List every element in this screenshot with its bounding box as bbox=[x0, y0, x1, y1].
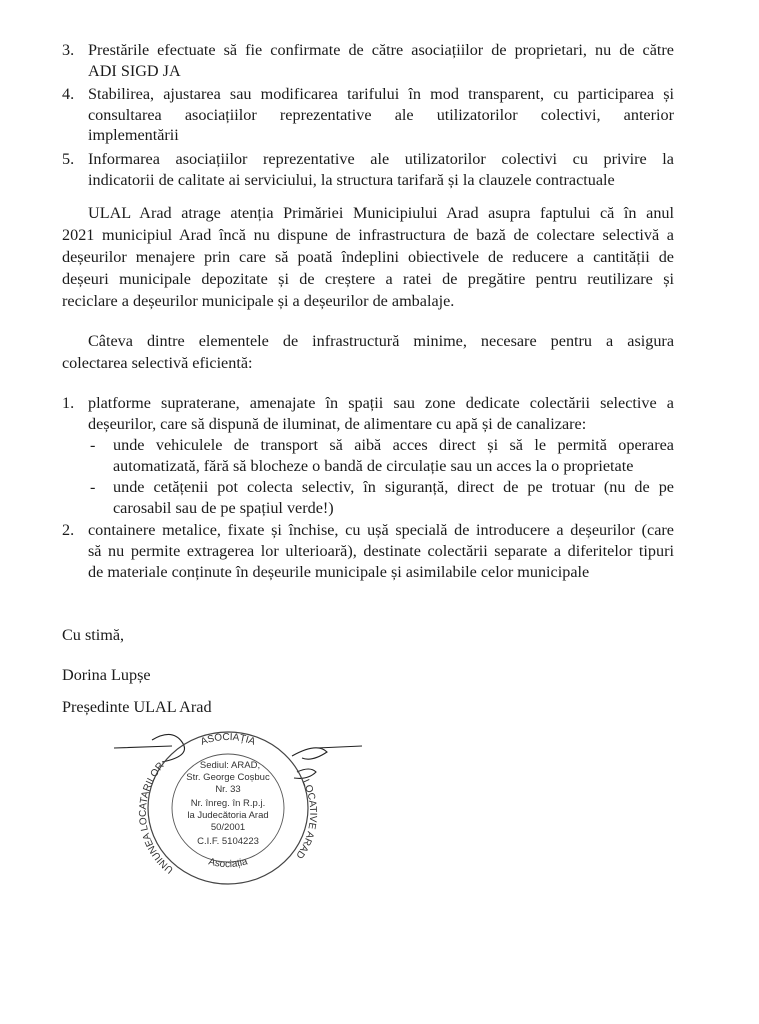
list-item-3-line1: Prestările efectuate să fie confirmate de către asociațiilor de proprietari, nu de către bbox=[88, 41, 674, 59]
stamp-line: la Judecătoria Arad bbox=[187, 810, 269, 821]
list-number: 5. bbox=[62, 150, 75, 168]
para1-line5: reciclare a deșeurilor municipale și a deșeurilor de ambalaje. bbox=[62, 292, 455, 310]
bullet-dash: - bbox=[90, 478, 96, 496]
list-number: 4. bbox=[62, 85, 75, 103]
list-number: 2. bbox=[62, 521, 75, 539]
bottom-item-2-line2: să nu permite extragerea lor ulterioară), destinate colectării separate a diferitelor tipuri bbox=[88, 542, 674, 560]
list-item-5-line2: indicatorii de calitate ai serviciului, la structura tarifară și la clauzele contractuale bbox=[88, 171, 615, 189]
sub-item-1-line2: automatizată, fără să blocheze o bandă de circulație sau un acces la o proprietate bbox=[113, 457, 634, 475]
stamp-line: Str. George Coșbuc bbox=[186, 772, 270, 783]
stamp-line: Nr. înreg. în R.p.j. bbox=[190, 798, 266, 809]
sub-item-2-line1: unde cetățenii pot colecta selectiv, în siguranță, direct de pe trotuar (nu de pe bbox=[113, 478, 674, 496]
list-item-4-line1: Stabilirea, ajustarea sau modificarea tarifului în mod transparent, cu participarea și bbox=[88, 85, 674, 103]
signatory-title: Președinte ULAL Arad bbox=[62, 698, 212, 716]
para2-line2: colectarea selectivă eficientă: bbox=[62, 354, 253, 372]
bottom-item-2-line1: containere metalice, fixate și închise, cu ușă specială de introducere a deșeurilor (care bbox=[88, 521, 674, 539]
sub-item-1-line1: unde vehiculele de transport să aibă acces direct și să le permită operarea bbox=[113, 436, 674, 454]
svg-text:Asociația bbox=[207, 856, 249, 870]
list-item-4-line3: implementării bbox=[88, 126, 179, 144]
bottom-item-1-line1: platforme supraterane, amenajate în spații sau zone dedicate colectării selective a bbox=[88, 394, 674, 412]
stamp-seal bbox=[112, 722, 382, 894]
signatory-name: Dorina Lupșe bbox=[62, 666, 151, 684]
para1-line4: deșeuri municipale depozitate și de creștere a ratei de pregătire pentru reutilizare și bbox=[62, 270, 674, 288]
list-number: 3. bbox=[62, 41, 75, 59]
stamp-line: Nr. 33 bbox=[215, 784, 241, 795]
stamp-line: Sediul: ARAD, bbox=[199, 760, 261, 771]
bottom-item-1-line2: deșeurilor, care să dispună de iluminat, de alimentare cu apă și de canalizare: bbox=[88, 415, 587, 433]
bullet-dash: - bbox=[90, 436, 96, 454]
list-number: 1. bbox=[62, 394, 75, 412]
salutation: Cu stimă, bbox=[62, 626, 125, 644]
stamp-line: C.I.F. 5104223 bbox=[197, 836, 259, 847]
list-item-3-line2: ADI SIGD JA bbox=[88, 62, 181, 80]
para1-line1: ULAL Arad atrage atenția Primăriei Municipiului Arad asupra faptului că în anul bbox=[88, 204, 674, 222]
svg-text:LOCATIVE ARAD bbox=[293, 778, 318, 861]
para2-line1: Câteva dintre elementele de infrastructură minime, necesare pentru a asigura bbox=[88, 332, 674, 350]
para1-line2: 2021 municipiul Arad încă nu dispune de infrastructura de bază de colectare selectivă a bbox=[62, 226, 674, 244]
stamp-outer-right: LOCATIVE ARAD bbox=[293, 777, 319, 861]
svg-text:UNIUNEA LOCATARILOR bbox=[138, 760, 176, 875]
stamp-line: 50/2001 bbox=[210, 822, 246, 833]
bottom-item-2-line3: de materiale conținute în deșeurile municipale și asimilabile celor municipale bbox=[88, 563, 590, 581]
list-item-4-line2: consultarea asociațiilor reprezentative ale utilizatorilor colectivi, anterior bbox=[88, 106, 674, 124]
list-item-5-line1: Informarea asociațiilor reprezentative ale utilizatorilor colectivi cu privire la bbox=[88, 150, 674, 168]
sub-item-2-line2: carosabil sau de pe spațiul verde!) bbox=[113, 499, 334, 517]
stamp-outer-top: ASOCIAȚIA bbox=[199, 731, 257, 748]
stamp-outer-left: UNIUNEA LOCATARILOR bbox=[137, 760, 176, 876]
stamp-outer-bottom: Asociația bbox=[207, 856, 249, 871]
para1-line3: deșeurilor menajere prin care să poată îndeplini obiectivele de reducere a cantității de bbox=[62, 248, 674, 266]
